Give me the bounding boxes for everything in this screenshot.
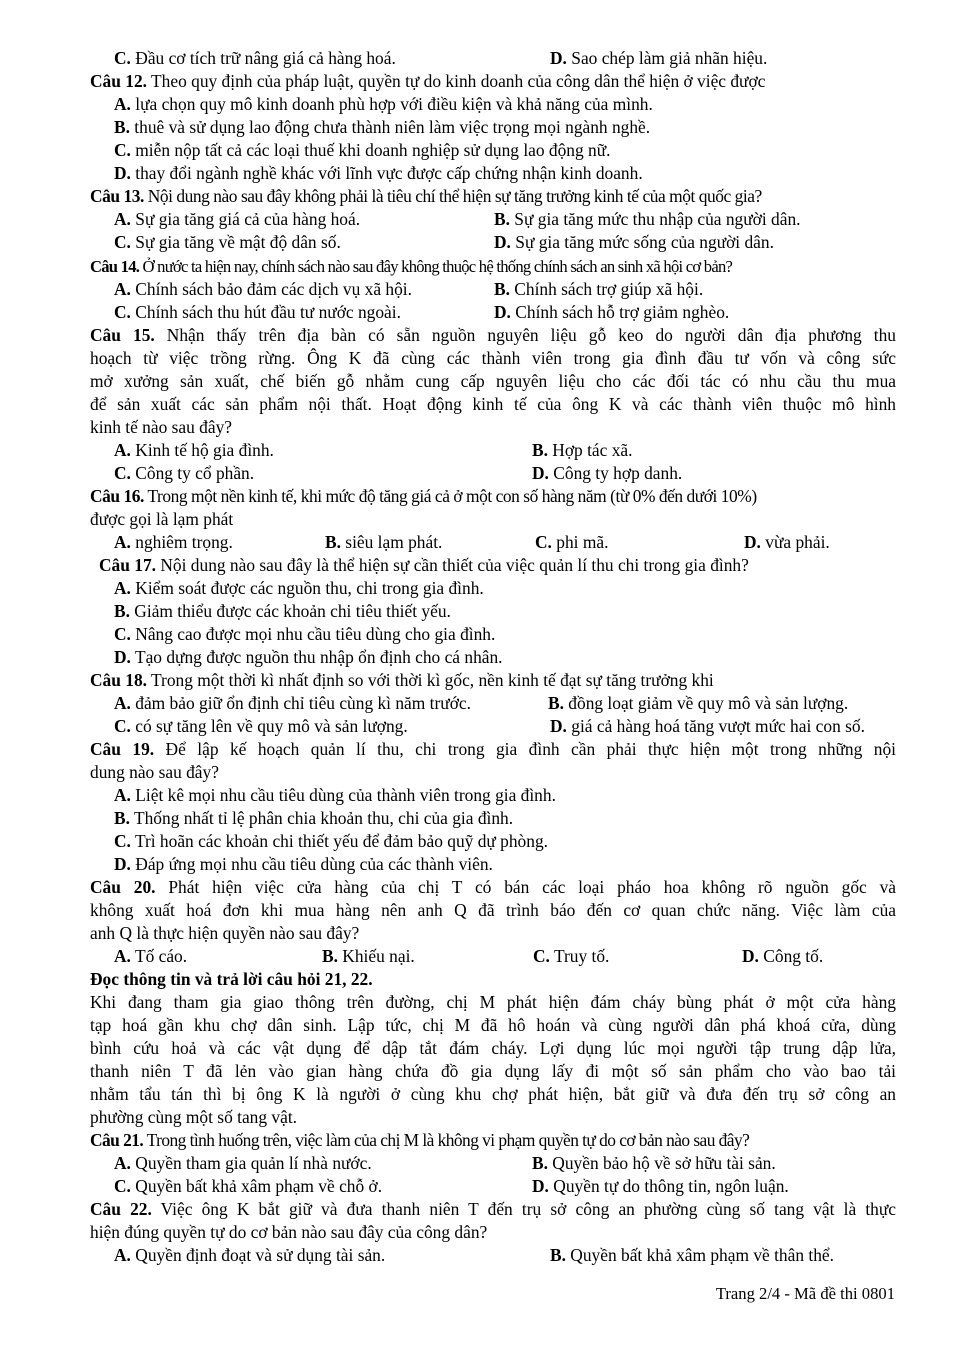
q18-option-c: C. có sự tăng lên về quy mô và sản lượng. bbox=[114, 716, 408, 736]
q14-option-c: C. Chính sách thu hút đầu tư nước ngoài. bbox=[114, 302, 401, 322]
q19-stem-line2: dung nào sau đây? bbox=[90, 762, 219, 782]
q20-stem-line2: không xuất hoá đơn khi mua hàng nên anh Q đã trình báo đến cơ quan chức năng. Việc làm của bbox=[90, 900, 896, 920]
reading-paragraph-line5: nhằm tẩu tán thì bị ông K là người ở cùng khu chợ phát hiện, bắt giữ và đưa đến trụ sở công an bbox=[90, 1084, 896, 1104]
q15-stem-line5: kinh tế nào sau đây? bbox=[90, 417, 232, 437]
q14-option-a: A. Chính sách bảo đảm các dịch vụ xã hội. bbox=[114, 279, 412, 299]
q15-option-b: B. Hợp tác xã. bbox=[532, 440, 633, 460]
q17-stem: Câu 17. Nội dung nào sau đây là thể hiện sự cần thiết của việc quản lí thu chi trong gia đình? bbox=[99, 555, 749, 575]
q12-stem: Câu 12. Theo quy định của pháp luật, quyền tự do kinh doanh của công dân thể hiện ở việc được bbox=[90, 71, 766, 91]
reading-paragraph-line6: phường cùng một số tang vật. bbox=[90, 1107, 297, 1127]
q17-option-c: C. Nâng cao được mọi nhu cầu tiêu dùng cho gia đình. bbox=[114, 624, 496, 644]
reading-paragraph-line1: Khi đang tham gia giao thông trên đường, chị M phát hiện đám cháy bùng phát ở một cửa hàng bbox=[90, 992, 896, 1012]
q15-option-c: C. Công ty cổ phần. bbox=[114, 463, 255, 483]
q12-option-a: A. lựa chọn quy mô kinh doanh phù hợp với điều kiện và khả năng của mình. bbox=[114, 94, 653, 114]
q20-option-c: C. Truy tố. bbox=[533, 946, 610, 966]
q13-option-c: C. Sự gia tăng về mật độ dân số. bbox=[114, 232, 341, 252]
reading-paragraph-line4: thanh niên T đã lẻn vào gian hàng chứa đồ gia dụng lấy đi một số sản phẩm cho vào bao tải bbox=[90, 1061, 896, 1081]
q13-option-b: B. Sự gia tăng mức thu nhập của người dân. bbox=[494, 209, 801, 229]
q21-option-a: A. Quyền tham gia quản lí nhà nước. bbox=[114, 1153, 372, 1173]
q12-option-b: B. thuê và sử dụng lao động chưa thành niên làm việc trọng mọi ngành nghề. bbox=[114, 117, 651, 137]
q20-option-a: A. Tố cáo. bbox=[114, 946, 188, 966]
q22-option-b: B. Quyền bất khả xâm phạm về thân thể. bbox=[550, 1245, 834, 1265]
q15-stem-line4: để sản xuất các sản phẩm nội thất. Hoạt động kinh tế của ông K và các thành viên thuộc mô hình bbox=[90, 394, 896, 414]
q21-stem: Câu 21. Trong tình huống trên, việc làm của chị M là không vi phạm quyền tự do cơ bản nào sau đây? bbox=[90, 1130, 750, 1150]
q16-option-a: A. nghiêm trọng. bbox=[114, 532, 233, 552]
q18-option-d: D. giá cả hàng hoá tăng vượt mức hai con số. bbox=[550, 716, 865, 736]
q13-option-d: D. Sự gia tăng mức sống của người dân. bbox=[494, 232, 774, 252]
q11-option-c: C. Đầu cơ tích trữ nâng giá cả hàng hoá. bbox=[114, 48, 396, 68]
q16-option-c: C. phi mã. bbox=[535, 532, 609, 552]
q17-option-b: B. Giảm thiểu được các khoản chi tiêu thiết yếu. bbox=[114, 601, 451, 621]
q13-stem: Câu 13. Nội dung nào sau đây không phải là tiêu chí thể hiện sự tăng trưởng kinh tế của một quốc gia? bbox=[90, 186, 762, 206]
q18-option-a: A. đảm bảo giữ ổn định chỉ tiêu cùng kì năm trước. bbox=[114, 693, 471, 713]
q14-stem: Câu 14. Ở nước ta hiện nay, chính sách nào sau đây không thuộc hệ thống chính sách an sinh xã hội cơ bản? bbox=[90, 257, 733, 276]
q20-stem-line3: anh Q là thực hiện quyền nào sau đây? bbox=[90, 923, 360, 943]
q11-option-d: D. Sao chép làm giả nhãn hiệu. bbox=[550, 48, 768, 68]
q15-stem-line2: hoạch từ việc trồng rừng. Ông K đã cùng các thành viên trong gia đình đầu tư vốn và công sức bbox=[90, 348, 896, 368]
q14-option-d: D. Chính sách hỗ trợ giảm nghèo. bbox=[494, 302, 730, 322]
q15-stem-line1: Câu 15. Nhận thấy trên địa bàn có sẵn nguồn nguyên liệu gỗ keo do người dân địa phương thu bbox=[90, 325, 896, 345]
q15-option-d: D. Công ty hợp danh. bbox=[532, 463, 683, 483]
q18-option-b: B. đồng loạt giảm về quy mô và sản lượng. bbox=[548, 693, 849, 713]
q19-option-b: B. Thống nhất tỉ lệ phân chia khoản thu, chi của gia đình. bbox=[114, 808, 514, 828]
q22-stem-line1: Câu 22. Việc ông K bắt giữ và đưa thanh niên T đến trụ sở công an phường cùng số tang vật là thực bbox=[90, 1199, 897, 1219]
q16-stem-line2: được gọi là lạm phát bbox=[90, 509, 234, 529]
q15-option-a: A. Kinh tế hộ gia đình. bbox=[114, 440, 274, 460]
q22-option-a: A. Quyền định đoạt và sử dụng tài sản. bbox=[114, 1245, 386, 1265]
reading-heading: Đọc thông tin và trả lời câu hỏi 21, 22. bbox=[90, 969, 373, 989]
q21-option-b: B. Quyền bảo hộ về sở hữu tài sản. bbox=[532, 1153, 776, 1173]
q12-option-c: C. miễn nộp tất cả các loại thuế khi doanh nghiệp sử dụng lao động nữ. bbox=[114, 140, 611, 160]
q20-stem-line1: Câu 20. Phát hiện việc cửa hàng của chị T có bán các loại pháo hoa không rõ nguồn gốc và bbox=[90, 877, 897, 897]
q18-stem: Câu 18. Trong một thời kì nhất định so với thời kì gốc, nền kinh tế đạt sự tăng trưởng khi bbox=[90, 670, 714, 690]
q22-stem-line2: hiện đúng quyền tự do cơ bản nào sau đây của công dân? bbox=[90, 1222, 488, 1242]
q16-option-d: D. vừa phải. bbox=[744, 532, 830, 552]
q13-option-a: A. Sự gia tăng giá cả của hàng hoá. bbox=[114, 209, 361, 229]
page-footer: Trang 2/4 - Mã đề thi 0801 bbox=[715, 1284, 895, 1303]
q17-option-d: D. Tạo dựng được nguồn thu nhập ổn định cho cá nhân. bbox=[114, 647, 503, 667]
q21-option-d: D. Quyền tự do thông tin, ngôn luận. bbox=[532, 1176, 789, 1196]
q19-option-a: A. Liệt kê mọi nhu cầu tiêu dùng của thành viên trong gia đình. bbox=[114, 785, 556, 805]
q21-option-c: C. Quyền bất khả xâm phạm về chỗ ở. bbox=[114, 1176, 383, 1196]
q19-option-c: C. Trì hoãn các khoản chi thiết yếu để đảm bảo quỹ dự phòng. bbox=[114, 831, 548, 851]
q12-option-d: D. thay đổi ngành nghề khác với lĩnh vực được cấp chứng nhận kinh doanh. bbox=[114, 163, 643, 183]
q19-option-d: D. Đáp ứng mọi nhu cầu tiêu dùng của các thành viên. bbox=[114, 854, 493, 874]
q17-option-a: A. Kiểm soát được các nguồn thu, chi trong gia đình. bbox=[114, 578, 484, 598]
reading-paragraph-line3: bình cứu hoả và các vật dụng để dập tắt đám cháy. Lợi dụng lúc mọi người tập trung dập lửa, bbox=[90, 1038, 896, 1058]
q20-option-d: D. Công tố. bbox=[742, 946, 824, 966]
q14-option-b: B. Chính sách trợ giúp xã hội. bbox=[494, 279, 704, 299]
q19-stem-line1: Câu 19. Để lập kế hoạch quản lí thu, chi trong gia đình cần phải thực hiện một trong những nội bbox=[90, 739, 896, 759]
q16-option-b: B. siêu lạm phát. bbox=[325, 532, 443, 552]
q16-stem-line1: Câu 16. Trong một nền kinh tế, khi mức độ tăng giá cả ở một con số hàng năm (từ 0% đến dưới 10%) bbox=[90, 486, 757, 506]
reading-paragraph-line2: tạp hoá gần khu chợ dân sinh. Lập tức, chị M đã hô hoán và cùng người dân phá khoá cửa, dùng bbox=[90, 1015, 896, 1035]
q20-option-b: B. Khiếu nại. bbox=[322, 946, 415, 966]
q15-stem-line3: mở xưởng sản xuất, chế biến gỗ nhằm cung cấp nguyên liệu cho các đối tác có nhu cầu thu mua bbox=[90, 371, 896, 391]
